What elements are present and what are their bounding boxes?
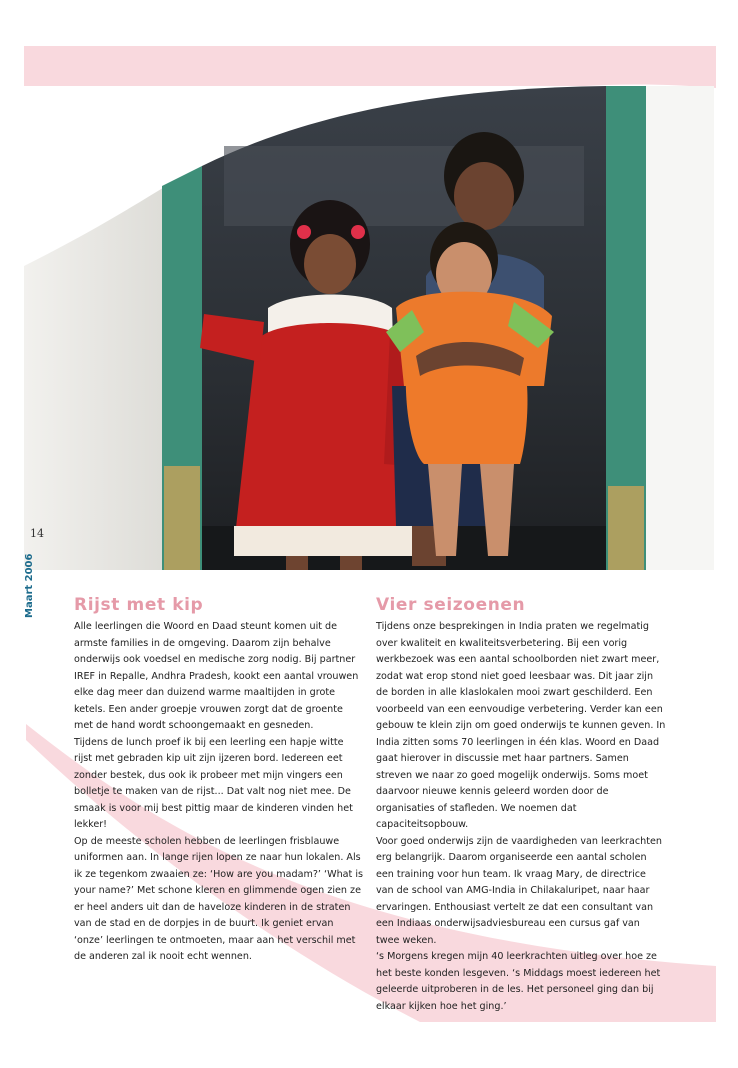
article-vier-seizoenen — [376, 594, 666, 1015]
article-title: Rijst met kip — [74, 595, 204, 615]
issue-date: Maart 2006 — [24, 553, 35, 618]
article-paragraph: Op de meeste scholen hebben de leerlingen frisblauwe uniformen aan. In lange rijen lopen ze naar hun lokalen. Als ik ze tegenkom zwaaien ze: ‘How are you madam?’ ‘What is your name?’ Met schone kleren en glimmende ogen zien ze er heel anders uit dan de haveloze kinderen in de straten van de stad en de dorpjes in de buurt. Ik geniet ervan ‘onze’ leerlingen te ontmoeten, maar aan het verschil met de anderen zal ik nooit echt wennen. — [74, 835, 364, 962]
article-paragraph: Tijdens onze besprekingen in India praten we regelmatig over kwaliteit en kwaliteitsverbetering. Bij een vorig werkbezoek was een aantal schoolborden niet zwart meer, zodat wat erop stond niet goed leesbaar was. Dit jaar zijn de borden in alle klaslokalen mooi zwart geschilderd. Een voorbeeld van een eenvoudige verbetering. Verder kan een gebouw te klein zijn om goed onderwijs te kunnen geven. In India zitten soms 70 leerlingen in één klas. Woord en Daad gaat hierover in discussie met haar partners. Samen streven we naar zo goed mogelijk onderwijs. Soms moet daarvoor nieuwe kennis geleerd worden door de organisaties of stafleden. We noemen dat capaciteitsopbouw. — [376, 621, 666, 830]
article-title: Vier seizoenen — [376, 595, 526, 615]
article-paragraph: ‘s Morgens kregen mijn 40 leerkrachten uitleg over hoe ze het beste konden lesgeven. ‘s Middags moest iedereen het geleerde uitproberen in de les. Het personeel ging dan bij elkaar kijken hoe het ging.’ — [376, 951, 661, 1012]
article-paragraph: Alle leerlingen die Woord en Daad steunt komen uit de armste families in de omgeving. Daarom zijn behalve onderwijs ook voedsel en medische zorg nodig. Bij partner IREF in Repalle, Andhra Pradesh, kookt een aantal vrouwen elke dag meer dan duizend warme maaltijden in grote ketels. Een ander groepje vrouwen zorgt dat de groente met de hand wordt schoongemaakt en gesneden. — [74, 621, 359, 731]
article-paragraph: Tijdens de lunch proef ik bij een leerling een hapje witte rijst met gebraden kip uit zijn ijzeren bord. Iedereen eet zonder bestek, dus ook ik probeer met mijn vingers een bolletje te maken van de rijst... Dat valt nog niet mee. De smaak is voor mij best pittig maar de kinderen vinden het lekker! — [74, 736, 353, 830]
article-paragraph: Voor goed onderwijs zijn de vaardigheden van leerkrachten erg belangrijk. Daarom organiseerde een aantal scholen een training voor hun team. Ik vraag Mary, de directrice van de school van AMG-India in Chilakaluripet, naar haar ervaringen. Enthousiast vertelt ze dat een consultant van een Indiaas onderwijsadviesbureau een cursus gaf van twee weken. — [376, 835, 662, 946]
page-number: 14 — [30, 527, 44, 540]
article-rijst-met-kip — [74, 594, 364, 966]
photo-children-in-doorway — [24, 86, 714, 570]
